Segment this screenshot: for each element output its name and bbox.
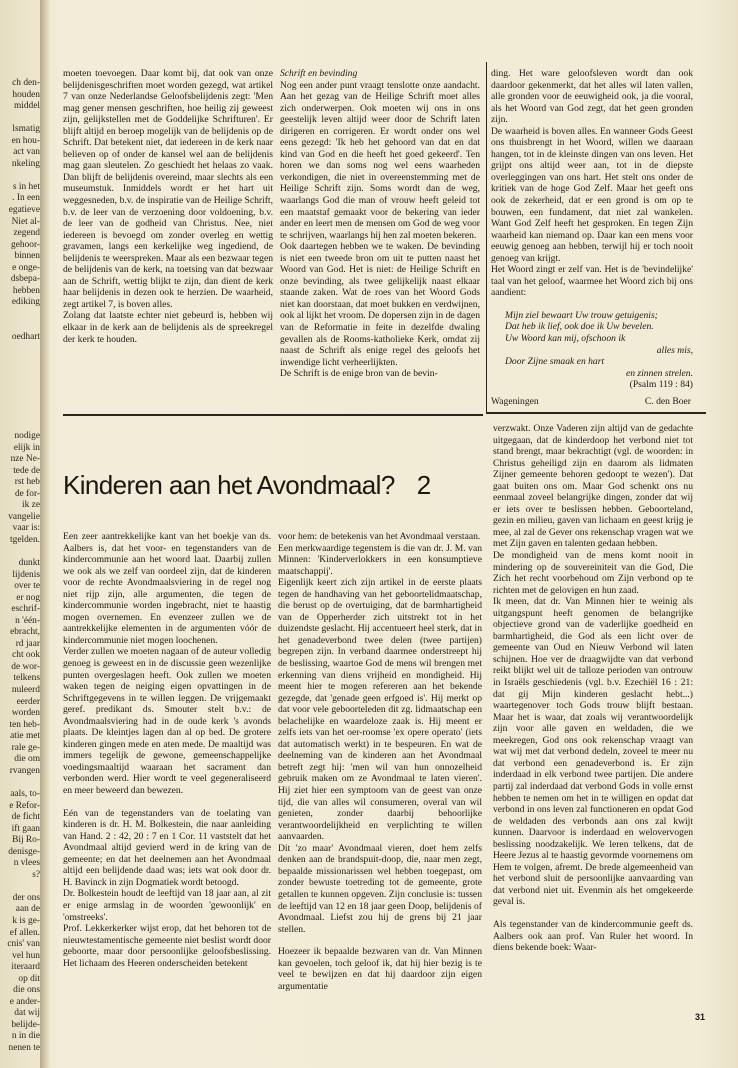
edge-text-line: der ons	[12, 892, 40, 903]
edge-text-line: tgelden.	[10, 534, 40, 545]
left-edge-text-bottom	[0, 431, 40, 1055]
edge-text-line: de ficht	[11, 812, 40, 823]
left-edge-text-top	[0, 78, 40, 344]
edge-text-line	[0, 170, 40, 182]
edge-text-line: rale ge-	[11, 742, 40, 753]
edge-text-line	[0, 113, 40, 125]
edge-text-line: ebracht,	[10, 627, 40, 638]
top-article-column-2	[280, 68, 480, 413]
poem-line: Dat heb ik lief, ook doe ik Uw bevelen.	[505, 321, 654, 333]
paragraph: verzwakt. Onze Vaderen zijn altijd van de gedachte uitgegaan, dat de kinderdoop het verbond niet tot stand brengt, maar bekrachtigt (vgl. de woorden: in Christus geheiligd zijn en daarom als lidmaten Zijner gemeente behoren gedoopt te wezen'). Dat gaat buiten ons om. Maar God schenkt ons nu eenmaal zoveel belangrijke dingen, zonder dat wij er iets over te beslissen hebben. Geboorteland, gezin en milieu, gaven van lichaam en geest krijg je mee, al zal de Gever ons rekenschap vragen wat we met Zijn gaven en talenten gedaan hebben.	[493, 423, 693, 550]
paragraph: Het Woord zingt er zelf van. Het is de 'bevindelijke' taal van het geloof, waarmee het Woord zich bij ons aandient:	[491, 264, 693, 299]
edge-text-line: iteraard	[11, 962, 40, 973]
edge-text-line: s in het	[12, 181, 40, 192]
edge-text-line	[0, 309, 40, 321]
paragraph: Nog een ander punt vraagt tenslotte onze aandacht. Aan het gezag van de Heilige Schrift moet alles zich onderwerpen. Ook moeten wij ons in ons geestelijk leven altijd weer door de Schrift laten dirigeren en corrigeren. Er wordt onder ons wel eens gezegd: 'Ik heb het gehoord van dat en dat kind van God en die heeft het goed gekeerd'. Ten horen we dan soms nog wel eens waarheden verkondigen, die niet in overeenstemming met de Heilige Schrift zijn. Soms wordt dan de weg, waarlangs God die man of vrouw heeft geleid tot een maatstaf gemaakt voor de bekering van ieder ander en leert men de mensen om God de weg voor te schrijven, waarlangs hij hen zal moeten bekeren.	[280, 79, 480, 241]
poem-reference: (Psalm 119 : 84)	[629, 379, 693, 391]
edge-text-line: n vlees	[13, 858, 40, 869]
edge-text-line: en hou-	[11, 135, 40, 146]
edge-text-line: dsbepa-	[10, 274, 40, 285]
edge-text-line: e ander-	[9, 996, 40, 1007]
edge-text-line: ef allen.	[9, 927, 40, 938]
paragraph: Ook daartegen hebben we te waken. De bevinding is niet een tweede bron om uit te putten naast het Woord van God. Het is niet: de Heilige Schrift en onze bevinding, als twee gelijkelijk naast elkaar staande zaken. Wat de roes van het Woord Gods niet kan doorstaan, dat moet bukken en verdwijnen, ook al lijkt het vroom. De dopersen zijn in de dagen van de Reformatie in feite in dezelfde dwaling gevallen als de Rooms-katholieke Kerk, omdat zij naast de Schrift als enige regel des geloofs het inwendige licht verheerlijkten.	[280, 241, 480, 368]
edge-text-line: dat wij	[14, 1008, 40, 1019]
paragraph: De Schrift is de enige bron van de bevin-	[280, 368, 438, 380]
horizontal-rule-right	[486, 412, 706, 414]
edge-text-line: lijdenis	[12, 569, 40, 580]
edge-text-line: zegend	[13, 228, 40, 239]
psalm-quote	[505, 310, 693, 391]
edge-text-line: e onge-	[12, 262, 40, 273]
edge-text-line: de wor-	[11, 661, 40, 672]
edge-text-line: binnen	[14, 251, 40, 262]
article-part-number: 2	[416, 470, 431, 500]
edge-text-line: nze Ne-	[10, 454, 40, 465]
poem-line: Door Zijne smaak en hart	[505, 356, 605, 368]
edge-text-line: e Refor-	[9, 800, 40, 811]
top-article-column-3	[491, 68, 693, 393]
edge-text-line	[0, 777, 40, 789]
section-subheading: Schrift en bevinding	[280, 68, 358, 79]
edge-text-line: eerder	[16, 696, 40, 707]
edge-text-line: middel	[13, 101, 40, 112]
edge-text-line: dunkt	[18, 558, 40, 569]
binding-gutter	[40, 0, 50, 1068]
edge-text-line: ten heb-	[9, 719, 40, 730]
edge-text-line: ik ze	[22, 500, 40, 511]
paragraph: Eén van de tegenstanders van de toelating van kinderen is dr. H. M. Bolkestein, die naar aanleiding van Hand. 2 : 42, 20 : 7 en 1 Cor. 11 vaststelt dat het Avondmaal altijd gevierd werd in de kring van de gemeente; en dat het deelnemen aan het Avondmaal altijd een belijdende daad was; iets wat ook door dr. H. Bavinck in zijn Dogmatiek wordt betoogd.	[63, 807, 271, 888]
paragraph: ding. Het ware geloofsleven wordt dan ook daardoor gekenmerkt, dat het alles wil laten vallen, alle gronden voor de eeuwigheid ook, ja die vooral, als het Woord van God zegt, dat het geen gronden zijn.	[491, 68, 693, 126]
paragraph: voor hem: de betekenis van het Avondmaal verstaan.	[278, 531, 481, 542]
edge-text-line: houden	[12, 89, 40, 100]
paragraph: Ik meen, dat dr. Van Minnen hier te weinig als uitgangspunt heeft genomen de belangrijke objectieve grond van de vaderlijke goedheid en barmhartigheid, die God als een licht over de gemeente van Oud en Nieuw Verbond wil laten schijnen. Hoe ver de draagwijdte van dat verbond reikt blijkt wel uit de talloze perioden van ontrouw in Israëls geschiedenis (vgl. b.v. Ezechiël 16 : 21: dat gij Mijn kinderen geslacht hebt...) waartegenover toch Gods trouw blijft bestaan. Maar het is waar, dat zoals wij verantwoordelijk zijn voor alle gaven en weldaden, die we meekregen, God ons ook rekenschap vraagt van wat wij met dat verbond dedeln, zoveel te meer nu dat verbond een genadeverbond is. Er zijn inderdaad in elk verbond twee partijen. Die andere partij zal inderdaad dat verbond Gods in volle ernst hebben te nemen om het in te willigen en opdat dat verbond in ons leven zal functioneren en opdat God de weldaden des verbonds aan ons zal kwijt kunnen. Daarvoor is inderdaad en welovervogen beslissing noodzakelijk. We leren telkens, dat de Heere Jezus al te haastig gevormde voornemens om Hem te volgen, afremt. De brede algemeenheid van het verbond sluit de persoonlijke aanvaarding van dat verbond niet uit. Evenmin als het omgekeerde geval is.	[493, 596, 693, 908]
article-title-text: Kinderen aan het Avondmaal?	[63, 470, 395, 500]
edge-text-line: vangelie	[8, 511, 40, 522]
paragraph: De mondigheid van de mens komt nooit in mindering op de souvereiniteit van die God, Die Zich het recht voorbehoud om Zijn verbond op te richten met de gelovigen en hun zaad.	[493, 550, 693, 596]
edge-text-line: aan de	[15, 904, 40, 915]
edge-text-line: vaar is:	[12, 523, 40, 534]
bottom-article-column-1	[63, 531, 271, 1016]
paragraph: Zolang dat laatste echter niet gebeurd is, hebben wij elkaar in de kerk aan de belijdenis als de spreekregel der kerk te houden.	[63, 310, 273, 345]
edge-text-line: act van	[13, 147, 40, 158]
page-number: 31	[695, 1012, 706, 1022]
bottom-article-column-3	[493, 423, 693, 1016]
paragraph: Eigenlijk keert zich zijn artikel in de eerste plaats tegen de handhaving van het geboortelidmaatschap, die berust op de overtuiging, dat de barmhartigheid van de Opperherder zich uitstrekt tot in het duizendste geslacht. Hij accentueert heel sterk, dat in het genadeverbond twee delen (twee partijen) begrepen zijn. In verband daarmee onderstreept hij de beslissing, waartoe God de mens wil brengen met erkenning van diens vrijheid en mondigheid. Hij meent hier te mogen refereren aan het bekende gezegde, dat 'genade geen erfgoed is'. Hij merkt op dat voor vele geboorteleden dit zg. lidmaatschap een belachelijke en waardeloze zaak is. Hij meent er zelfs iets van het oer-roomse 'ex opere operato' (iets dat automatisch werkt) in te bespeuren. En wat de deelneming van de kinderen aan het Avondmaal betreft zegt hij: 'men wil van hun onnozelheid gebruik maken om ze Avondmaal te laten vieren'. Hij ziet hier een symptoom van de geest van onze tijd, die van alles wil consumeren, overal van wil genieten, zonder daarbij behoorlijke verantwoordelijkheid en verplichting te willen aanvaarden.	[278, 577, 482, 843]
top-article-column-1	[63, 68, 273, 413]
edge-text-line: nenen te	[8, 1042, 40, 1053]
paragraph: Prof. Lekkerkerker wijst erop, dat het behoren tot de nieuwtestamentische gemeente niet beslist wordt door geboorte, maar door persoonlijke geloofsbeslissing. Het lichaam des Heeren onderscheiden betekent	[63, 923, 271, 969]
signature-place: Wageningen	[491, 396, 539, 407]
edge-text-line: s?	[32, 869, 40, 880]
horizontal-rule-left	[63, 414, 483, 416]
signature-name: C. den Boer	[644, 396, 691, 407]
edge-text-line	[0, 881, 40, 893]
edge-text-line: . In een	[12, 193, 40, 204]
paragraph: moeten toevoegen. Daar komt bij, dat ook van onze belijdenisgeschriften moet worden gezegd, wat artikel 7 van onze Nederlandse Geloofsbelijdenis zegt: 'Men mag gener mensen geschriften, hoe heilig zij geweest zijn, gelijkstellen met de Goddelijke Schrifturen'. Er blijft altijd en beroep mogelijk van de belijdenis op de Schrift. Dat betekent niet, dat iedereen in de kerk naar believen op of onder de kansel wel aan de belijdenis mag gaan sleutelen. Zo geschiedt het helaas zo vaak. Dan blijft de belijdenis overeind, maar slechts als een museumstuk. Inmiddels wordt er het hart uit weggesneden, b.v. de inspiratie van de Heilige Schrift, b.v. de leer van de verzoening door voldoening, b.v. de leer van de godheid van Christus. Nee, niet iedereen is bevoegd om zonder overleg en wettig gravamen, langs een kerkelijke weg ingediend, de belijdenis te weerspreken. Maar als een bezwaar tegen de belijdenis van de kerk, na toetsing van dat bezwaar aan de Schrift, wettig blijkt te zijn, dan dient de kerk haar belijdenis in dezen ook te herzien. De waarheid, zegt artikel 7, is boven alles.	[63, 68, 273, 310]
author-signature	[491, 396, 691, 407]
paragraph: Een zeer aantrekkelijke kant van het boekje van ds. Aalbers is, dat het voor- en tegenstanders van de kindercommunie aan het woord laat. Daarbij zullen we ook als we zelf van oordeel zijn, dat de kinderen voor de rechte Avondmaalsviering in de regel nog niet rijp zijn, alle argumenten, die tegen de kindercommunie worden ingebracht, niet te haastig mogen overnemen. En evenzeer zullen we de aantrekkelijke elementen in de argumenten vóór de kindercommunie niet mogen loochenen.	[63, 531, 271, 646]
edge-text-line: lsmatig	[12, 124, 40, 135]
edge-text-line: nkeling	[11, 158, 40, 169]
poem-line: Uw Woord kan mij, ofschoon ik	[505, 333, 626, 345]
edge-text-line: er nog	[16, 592, 40, 603]
edge-text-line: gehoor-	[11, 239, 40, 250]
edge-text-line: rst heb	[14, 477, 40, 488]
edge-text-line: elijk in	[13, 442, 40, 453]
edge-text-line: cht ook	[12, 650, 40, 661]
paragraph: Als tegenstander van de kindercommunie geeft ds. Aalbers ook aan prof. Van Ruler het woord. In diens bekende boek: Waar-	[493, 918, 693, 954]
edge-text-line: atie met	[10, 731, 40, 742]
edge-text-line	[0, 546, 40, 558]
edge-text-line: ch den-	[12, 78, 40, 88]
poem-line: en zinnen strelen.	[625, 367, 693, 379]
paragraph: De waarheid is boven alles. En wanneer Gods Geest ons thuisbrengt in het Woord, willen we daaraan hangen, tot in de kleinste dingen van ons leven. Het grijpt ons altijd weer aan, tot in de diepste overleggingen van ons hart. Het stelt ons onder de kritiek van de hoge God Zelf. Maar het geeft ons ook de zekerheid, dat er een grond is om op te bouwen, een fundament, dat niet zal wankelen. Want God Zelf heeft het gesproken. En tegen Zijn waarheid kan niemand op. Daar kan een mens voor eeuwig genoeg aan hebben, terwijl hij er toch nooit genoeg van krijgt.	[491, 125, 693, 264]
edge-text-line	[0, 320, 40, 332]
poem-line: Mijn ziel bewaart Uw trouw getuigenis;	[505, 309, 658, 321]
edge-text-line: ediking	[11, 297, 40, 308]
edge-text-line: cnis' van	[7, 939, 40, 950]
edge-text-line: belijde-	[11, 1019, 40, 1030]
edge-text-line: op dit	[18, 973, 40, 984]
paragraph: Dit 'zo maar' Avondmaal vieren, doet hem zelfs denken aan de brandspuit-doop, die, naar men zegt, bepaalde missionarissen wel hebben toegepast, om zonder bewuste toetreding tot de gemeente, grote getallen te kunnen opgeven. Zijn conclusie is: tussen de leeftijd van 12 en 18 jaar geen Doop, belijdenis of Avondmaal. Liefst zou hij de grens bij 21 jaar stellen.	[278, 842, 482, 935]
edge-text-line: over te	[14, 581, 40, 592]
edge-text-line: eschrif-	[11, 604, 40, 615]
edge-text-line: nuleerd	[11, 685, 40, 696]
paragraph: Dr. Bolkestein houdt de leeftijd van 18 jaar aan, al zit er enige armslag in de woorden 'gewoonlijk' en 'omstreeks'.	[63, 888, 271, 923]
bottom-article-column-2	[278, 531, 482, 1016]
edge-text-line: oedhart	[11, 332, 40, 343]
edge-text-line: Bij Ro-	[12, 835, 40, 846]
poem-line: alles mis,	[656, 344, 693, 356]
edge-text-line: nodige	[14, 431, 40, 441]
edge-text-line: worden	[11, 708, 40, 719]
edge-text-line: die om	[14, 754, 40, 765]
paragraph: Verder zullen we moeten nagaan of de auteur volledig genoeg is geweest en in de discussie geen wezenlijke punten overgeslagen heeft. Ook zullen we moeten waken tegen de neiging eigen opvattingen in de Schriftgegevens in te willen leggen. De vrijgemaakt geref. predikant ds. Smouter stelt b.v.: de Avondmaalsviering had in de oude kerk 's avonds plaats. De kleintjes lagen dan al op bed. De grotere kinderen gingen mede en aten mede. De maaltijd was immers tegelijk de gewone, gemeenschappelijke voedingsmaaltijd waaraan het sacrament dan verbonden werd. Hier wordt te veel gegeneraliseerd en meer beweerd dan bewezen.	[63, 646, 271, 797]
edge-text-line: hebben	[12, 285, 40, 296]
edge-text-line: die ons	[13, 985, 40, 996]
edge-text-line: n in die	[11, 1031, 40, 1042]
paragraph: Hoezeer ik bepaalde bezwaren van dr. Van Minnen kan gevoelen, toch geloof ik, dat hij hier bezig is te veel te bewijzen en dat hij daardoor zijn eigen argumentatie	[278, 946, 482, 992]
edge-text-line: egatieve	[8, 205, 40, 216]
edge-text-line: denisge-	[8, 846, 40, 857]
paragraph: Een merkwaardige tegenstem is die van dr. J. M. van Minnen: 'Kinderverlokkers in een konsumptieve maatschappij'.	[278, 542, 482, 577]
article-title	[63, 470, 493, 500]
edge-text-line: tede de	[13, 465, 40, 476]
edge-text-line: rd jaar	[15, 638, 40, 649]
edge-text-line: aals, to-	[10, 788, 40, 799]
edge-text-line: vel hun	[12, 950, 40, 961]
edge-text-line: Niet al-	[11, 216, 40, 227]
vertical-rule	[486, 62, 487, 414]
edge-text-line: rvangen	[9, 765, 40, 776]
edge-text-line: k is ge-	[12, 915, 40, 926]
edge-text-line: ift gaan	[11, 823, 40, 834]
edge-text-line: n 'één-	[15, 615, 40, 626]
edge-text-line: de for-	[14, 488, 40, 499]
edge-text-line: telkens	[13, 673, 40, 684]
